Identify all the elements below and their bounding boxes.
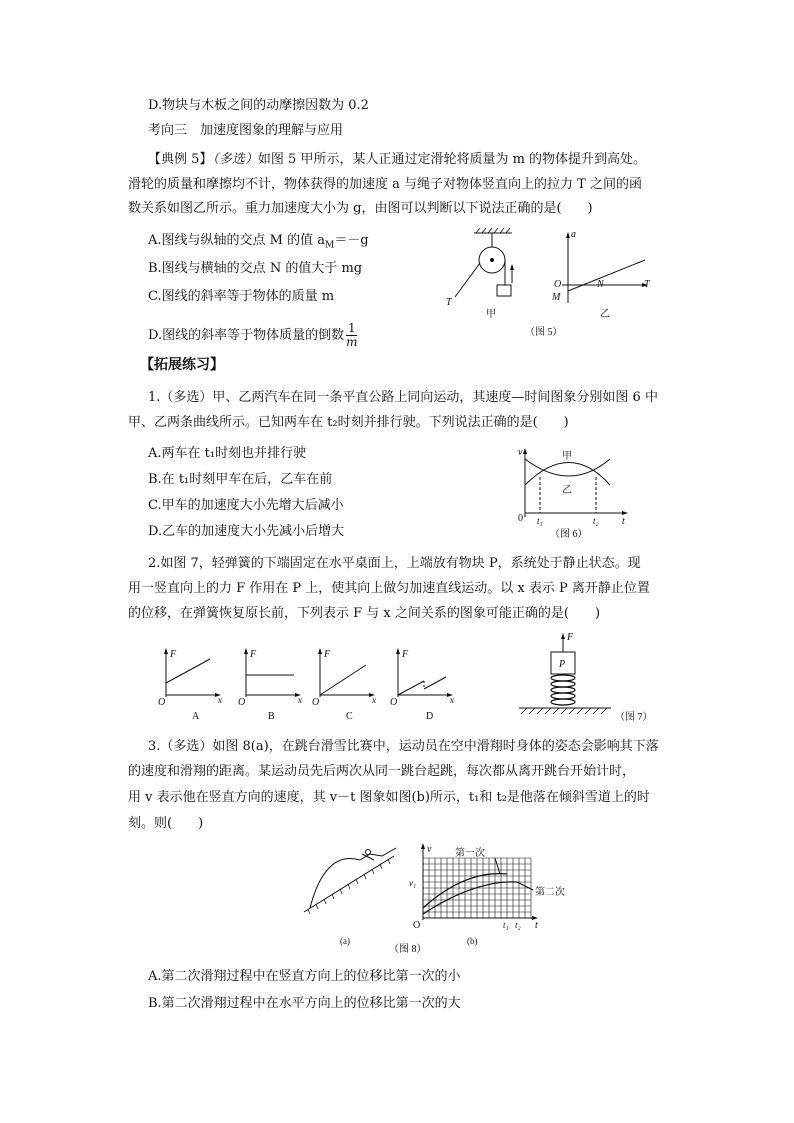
fig5-T-label: T: [446, 297, 452, 308]
q2-line3: 的位移，在弹簧恢复原长前，下列表示 F 与 x 之间关系的图象可能正确的是( ): [128, 606, 601, 621]
figure5: [440, 225, 660, 345]
practice-title: 【拓展练习】: [140, 357, 224, 373]
fig8-v-axis: v: [427, 844, 432, 855]
fig6-yi: 乙: [562, 485, 572, 496]
q3-line2: 的速度和滑翔的距离。某运动员先后两次从同一跳台起跳，每次都从离开跳台开始计时，: [128, 764, 636, 779]
fig8-caption: （图 8）: [389, 944, 427, 955]
example5-option-c: C.图线的斜率等于物体的质量 m: [148, 289, 335, 304]
example5-option-b: B.图线与横轴的交点 N 的值大于 mg: [148, 261, 363, 276]
fig8-a-label: (a): [340, 936, 350, 946]
graph-b-F: F: [250, 649, 257, 660]
option-a-text: A.图线与纵轴的交点 M 的值 a: [148, 233, 325, 248]
fig5-caption: （图 5）: [525, 327, 563, 338]
example5-tag: 【典例 5】: [148, 152, 213, 167]
figure6: [510, 445, 640, 545]
graph-b-O: O: [238, 697, 246, 708]
figure8b: [389, 840, 585, 955]
fraction-numerator: 1: [347, 321, 356, 335]
fig5-T-axis: T: [644, 279, 650, 290]
q3-option-b: B.第二次滑翔过程中在水平方向上的位移比第一次的大: [148, 996, 461, 1011]
graph-a-x: x: [218, 695, 222, 705]
fig5-a-axis: a: [571, 229, 576, 240]
fig8-t-axis: t: [535, 920, 538, 931]
example5-text1: 如图 5 甲所示，某人正通过定滑轮将质量为 m 的物体提升到高处。: [257, 152, 647, 167]
graph-d-O: O: [390, 697, 398, 708]
fig6-t-axis: t: [622, 516, 625, 527]
fig6-t1: t₁: [537, 516, 543, 526]
graph-a-label: A: [192, 711, 200, 722]
example5-option-d: [148, 322, 357, 349]
fig8-first: 第一次: [455, 848, 485, 859]
fig7-caption: （图 7）: [615, 712, 653, 723]
fig8-origin: O: [413, 920, 421, 931]
q1-option-d: D.乙车的加速度大小先减小后增大: [148, 524, 345, 539]
q3-line3: 用 v 表示他在竖直方向的速度，其 v－t 图象如图(b)所示，t₁和 t₂是他落在倾斜雪道上的时: [128, 790, 650, 805]
graph-a-F: F: [170, 649, 177, 660]
graph-c-O: O: [312, 697, 320, 708]
example5-line2: 滑轮的质量和摩擦均不计，物体获得的加速度 a 与绳子对物体竖直向上的拉力 T 之间的函: [128, 177, 642, 192]
fig5-left-label: 甲: [486, 309, 496, 320]
q3-option-a: A.第二次滑翔过程中在竖直方向上的位移比第一次的小: [148, 969, 461, 984]
q3-line1: 3.（多选）如图 8(a)，在跳台滑雪比赛中，运动员在空中滑翔时身体的姿态会影响其下落: [148, 739, 659, 754]
graph-d: [390, 648, 454, 722]
graph-a-O: O: [158, 697, 166, 708]
graph-d-F: F: [402, 649, 409, 660]
graph-d-label: D: [426, 711, 434, 722]
multi-select-tag: （多选）: [212, 152, 258, 167]
fig8-v1: v₁: [409, 878, 417, 888]
section-title: 考向三 加速度图象的理解与应用: [148, 123, 344, 138]
fig5-N-label: N: [597, 279, 604, 290]
fig8-b-label: (b): [467, 936, 478, 946]
prev-option-d: D.物块与木板之间的动摩擦因数为 0.2: [148, 98, 369, 113]
fig5-M-label: M: [552, 292, 561, 303]
graph-b-label: B: [268, 711, 275, 722]
fig7-F: F: [567, 632, 574, 643]
fig6-caption: （图 6）: [550, 529, 588, 540]
q1-line1: 1.（多选）甲、乙两汽车在同一条平直公路上同向运动，其速度—时间图象分别如图 6 中: [148, 390, 658, 405]
graph-b: [238, 648, 302, 722]
fraction: [346, 322, 357, 349]
example5-line1: [148, 151, 646, 169]
figure7-graphs: [150, 645, 480, 725]
q1-option-c: C.甲车的加速度大小先增大后减小: [148, 498, 344, 513]
q2-line2: 用一竖直向上的力 F 作用在 P 上，使其向上做匀加速直线运动。以 x 表示 P 离开静止位置: [128, 581, 650, 596]
fig5-O-label: O: [554, 279, 562, 290]
figure7-spring: [515, 630, 665, 725]
example5-option-a: [148, 232, 369, 255]
fig8-second: 第二次: [535, 887, 565, 898]
graph-c: [312, 648, 376, 722]
option-a-end: ＝－g: [334, 233, 369, 248]
fig8-t1: t₁: [503, 920, 509, 930]
fig5-right-label: 乙: [600, 309, 610, 320]
q1-option-b: B.在 t₁时刻甲车在后，乙车在前: [148, 472, 333, 487]
graph-d-x: x: [450, 695, 454, 705]
graph-c-F: F: [324, 649, 331, 660]
fig6-t2: t₂: [593, 516, 599, 526]
fraction-denominator: m: [346, 335, 358, 349]
graph-c-x: x: [372, 695, 376, 705]
graph-c-label: C: [346, 711, 353, 722]
q1-option-a: A.两车在 t₁时刻也并排行驶: [148, 446, 307, 461]
q2-line1: 2.如图 7，轻弹簧的下端固定在水平桌面上，上端放有物块 P，系统处于静止状态。现: [148, 556, 641, 571]
fig8-t2: t₂: [515, 920, 521, 930]
option-a-sub: M: [324, 240, 335, 251]
q3-line4: 刻。则( ): [128, 816, 204, 831]
example5-line3: 数关系如图乙所示。重力加速度大小为 g，由图可以判断以下说法正确的是( ): [128, 201, 593, 216]
graph-a: [158, 648, 222, 722]
graph-b-x: x: [298, 695, 302, 705]
fig6-jia: 甲: [562, 451, 572, 462]
fig6-v-axis: v: [518, 447, 523, 458]
option-d-text: D.图线的斜率等于物体质量的倒数: [148, 328, 345, 343]
fig6-origin: 0: [518, 513, 523, 524]
figure8a: [300, 840, 410, 950]
q1-line2: 甲、乙两条曲线所示。已知两车在 t₂时刻并排行驶。下列说法正确的是( ): [128, 415, 569, 430]
fig7-P: P: [559, 659, 566, 670]
